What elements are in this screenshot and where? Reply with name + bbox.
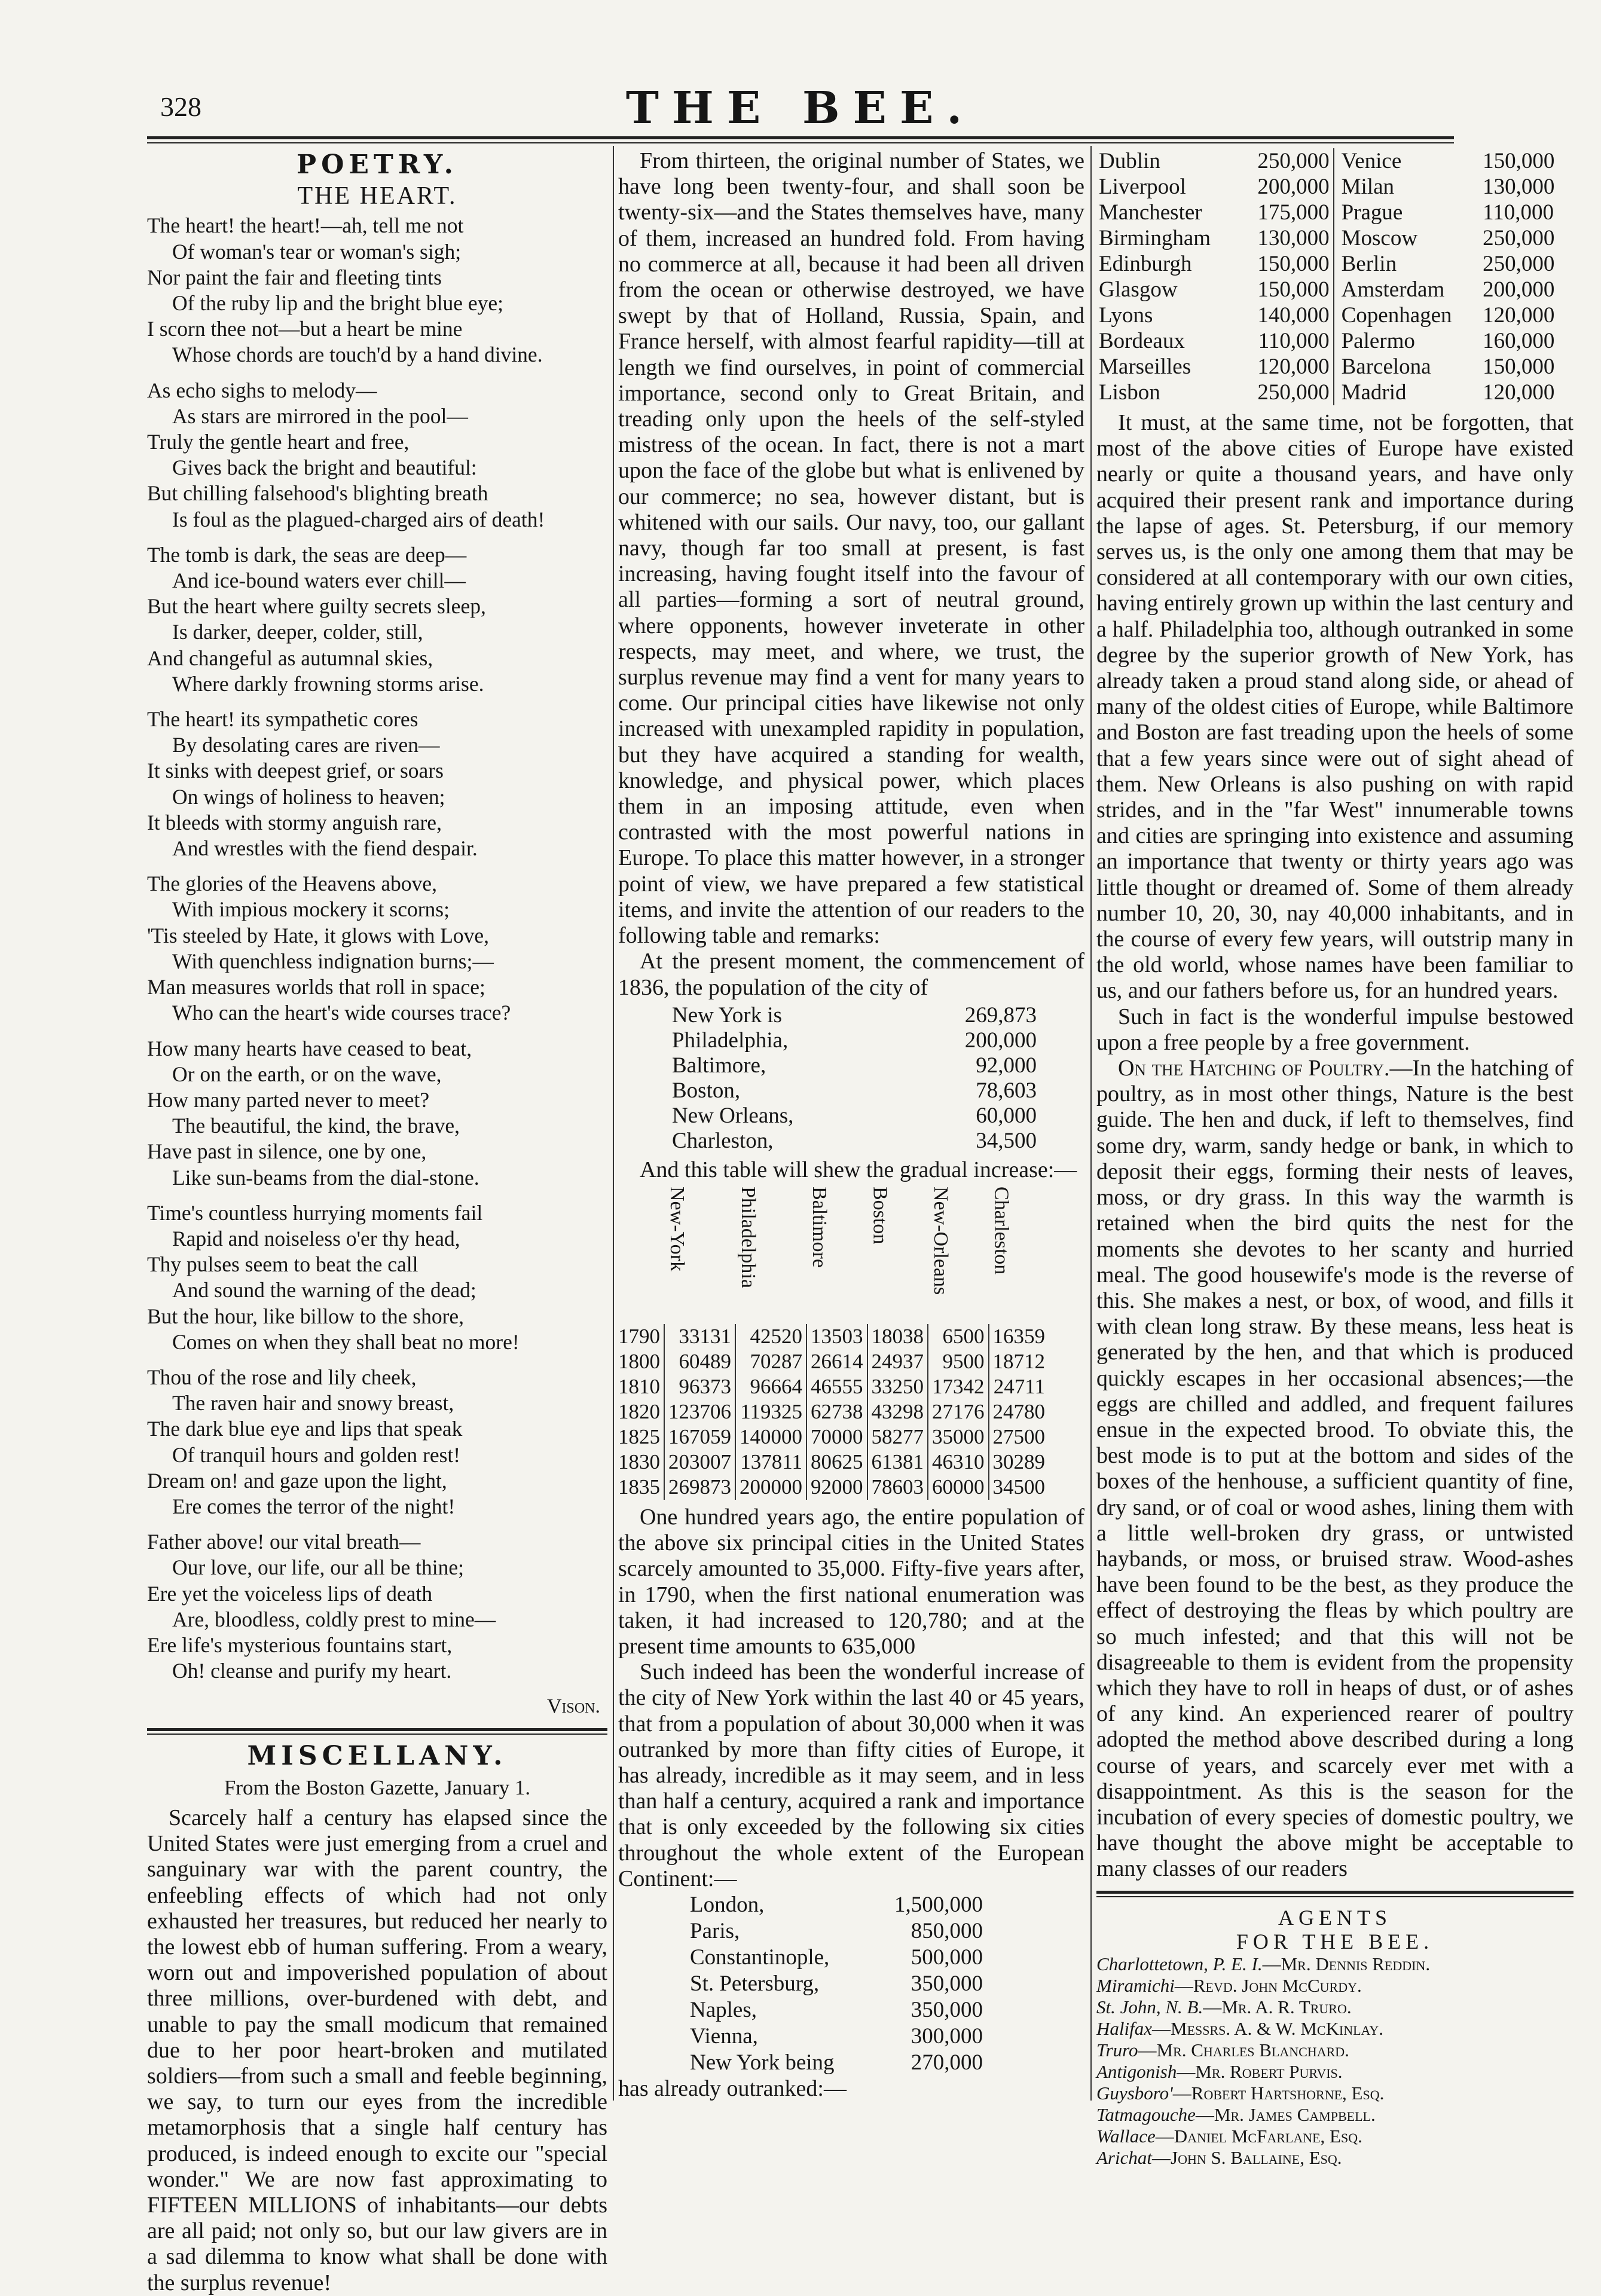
european-city-row: [618, 1892, 1084, 1918]
agent-name: —Mr. Dennis Reddin.: [1262, 1953, 1431, 1974]
agent-entry: [1096, 2126, 1573, 2147]
growth-row: [618, 1324, 1049, 1349]
european-city-population: 350,000: [911, 1997, 983, 2022]
european-city-population: 500,000: [911, 1945, 983, 1970]
outranked-city-name: Amsterdam: [1341, 277, 1445, 302]
outranked-city-name: Venice: [1341, 149, 1402, 173]
growth-value: 18712: [989, 1349, 1049, 1374]
outranked-city-population: 150,000: [1238, 277, 1334, 302]
poem-line: The heart! its sympathetic cores: [147, 707, 418, 732]
growth-year: 1835: [618, 1475, 660, 1499]
poem-line: Thou of the rose and lily cheek,: [147, 1365, 417, 1389]
european-city-row: [618, 1918, 1084, 1945]
agent-place: Arichat: [1096, 2147, 1152, 2168]
growth-value: 6500: [928, 1324, 989, 1349]
poem-line: The raven hair and snowy breast,: [172, 1391, 454, 1415]
poem-stanza: [147, 378, 607, 533]
article-para-5: One hundred years ago, the entire population of the above six principal cities in the United States scarcely amounted to 35,000. Fifty-five years after, in 1790, when the first national enumeration was taken, it had increased to 120,780; and at the present time amounts to 635,000: [618, 1504, 1084, 1659]
growth-year: 1800: [618, 1349, 660, 1373]
agents-title-line-2: FOR THE BEE.: [1236, 1929, 1434, 1953]
growth-row: [618, 1450, 1049, 1475]
population-row: [618, 1129, 1084, 1154]
city-population: 34,500: [976, 1128, 1037, 1153]
outranked-city-population: 110,000: [1238, 328, 1334, 354]
growth-value: 96373: [664, 1374, 735, 1399]
poem-line: And changeful as autumnal skies,: [147, 646, 433, 670]
growth-city-name: Baltimore: [808, 1186, 830, 1268]
outranked-city-population: 160,000: [1483, 329, 1555, 353]
growth-city-header: [989, 1187, 1049, 1324]
poem-signature: Vison.: [546, 1695, 600, 1718]
outranked-city-row: [1096, 328, 1573, 354]
article-para-4: And this table will shew the gradual increase:—: [640, 1157, 1077, 1182]
outranked-city-population: 250,000: [1238, 380, 1334, 405]
poem-line: Comes on when they shall beat no more!: [172, 1329, 520, 1354]
agents-divider: [1096, 1891, 1573, 1897]
poem-line: With impious mockery it scorns;: [172, 897, 450, 922]
growth-row: [618, 1399, 1049, 1424]
growth-value: 200000: [735, 1475, 806, 1500]
outranked-city-name: Palermo: [1341, 329, 1415, 353]
growth-value: 24711: [989, 1374, 1049, 1399]
poem-line: Ere yet the voiceless lips of death: [147, 1581, 433, 1606]
poem-line: And sound the warning of the dead;: [172, 1278, 476, 1303]
growth-year: 1825: [618, 1424, 660, 1448]
agent-place: Halifax: [1096, 2017, 1152, 2039]
article-para-1: Scarcely half a century has elapsed since the United States were just emerging from a cruel and sanguinary war with the parent country, the enfeebling effects of which had not only exhausted her treasures, but reduced her nearly to the lowest ebb of human suffering. From a weary, worn out and impoverished population of about three millions, over-burdened with debt, and unable to pay the small modicum that remained due to her poor heart-broken and mutilated soldiers—from such a small and feeble beginning, we say, to turn our eyes from the incredible metamorphosis that a single half century has produced, is indeed enough to excite our "special wonder." We are now fast approximating to FIFTEEN MILLIONS of inhabitants—our debts are all paid; not only so, but our law givers are in a sad dilemma to know what shall be done with the surplus revenue!: [147, 1805, 607, 2295]
poem-line: Gives back the bright and beautiful:: [172, 455, 477, 480]
growth-value: 167059: [664, 1424, 735, 1450]
growth-value: 9500: [928, 1349, 989, 1374]
growth-value: 35000: [928, 1424, 989, 1450]
poem-line: It bleeds with stormy anguish rare,: [147, 810, 442, 834]
city-name: New Orleans,: [672, 1103, 794, 1128]
outranked-city-population: 140,000: [1238, 302, 1334, 328]
agent-name: —Robert Hartshorne, Esq.: [1172, 2082, 1385, 2104]
european-city-row: [618, 2023, 1084, 2050]
city-population: 78,603: [976, 1078, 1037, 1103]
growth-city-header: [735, 1187, 806, 1324]
growth-city-header: [664, 1187, 735, 1324]
growth-year: 1810: [618, 1374, 660, 1398]
growth-value: 26614: [806, 1349, 867, 1374]
agent-place: St. John, N. B.: [1096, 1996, 1203, 2017]
outranked-city-row: [1096, 354, 1573, 380]
growth-value: 119325: [735, 1399, 806, 1424]
miscellany-heading: MISCELLANY.: [247, 1740, 508, 1771]
outranked-city-population: 120,000: [1483, 380, 1555, 405]
city-population: 60,000: [976, 1103, 1037, 1128]
european-city-name: Constantinople,: [690, 1945, 830, 1970]
outranked-city-name: Dublin: [1099, 149, 1160, 173]
european-city-name: New York being: [690, 2050, 835, 2075]
growth-value: 13503: [806, 1324, 867, 1349]
column-cities-poultry-agents: [1096, 148, 1573, 2169]
poem-line: Are, bloodless, coldly prest to mine—: [172, 1607, 496, 1631]
poem-stanza: [147, 707, 607, 861]
agent-place: Guysboro': [1096, 2082, 1173, 2104]
poem-line: Have past in silence, one by one,: [147, 1139, 427, 1164]
poem-stanza: [147, 871, 607, 1026]
poem-line: Of the ruby lip and the bright blue eye;: [172, 291, 504, 316]
outranked-city-population: 150,000: [1483, 149, 1555, 173]
outranked-city-population: 130,000: [1238, 225, 1334, 251]
poem-line: How many hearts have ceased to beat,: [147, 1036, 472, 1060]
agent-entry: [1096, 1997, 1573, 2018]
agent-name: —Mr. Robert Purvis.: [1177, 2060, 1343, 2082]
agent-name: —Messrs. A. & W. McKinlay.: [1152, 2017, 1384, 2039]
poem-line: Rapid and noiseless o'er thy head,: [172, 1226, 460, 1251]
poem-line: Oh! cleanse and purify my heart.: [172, 1659, 452, 1683]
growth-city-header: [806, 1187, 867, 1324]
poem-line: The glories of the Heavens above,: [147, 872, 437, 896]
outranked-city-row: [1096, 225, 1573, 251]
poem-line: The heart! the heart!—ah, tell me not: [147, 213, 464, 238]
poem: [147, 213, 607, 1684]
growth-value: 24780: [989, 1399, 1049, 1424]
growth-value: 80625: [806, 1450, 867, 1475]
article-para-7: has already outranked:—: [618, 2075, 847, 2101]
poem-line: Man measures worlds that roll in space;: [147, 975, 485, 999]
growth-value: 70000: [806, 1424, 867, 1450]
growth-value: 96664: [735, 1374, 806, 1399]
poem-line: Truly the gentle heart and free,: [147, 430, 410, 454]
poem-line: Our love, our life, our all be thine;: [172, 1555, 464, 1580]
european-city-row: [618, 1971, 1084, 1997]
growth-value: 27500: [989, 1424, 1049, 1450]
growth-value: 58277: [867, 1424, 928, 1450]
poem-line: By desolating cares are riven—: [172, 733, 440, 757]
outranked-city-name: Glasgow: [1099, 277, 1178, 302]
growth-value: 46555: [806, 1374, 867, 1399]
outranked-city-population: 250,000: [1238, 148, 1334, 174]
growth-value: 27176: [928, 1399, 989, 1424]
outranked-city-population: 120,000: [1483, 303, 1555, 328]
european-city-row: [618, 1997, 1084, 2023]
european-city-name: Vienna,: [690, 2023, 758, 2049]
poem-stanza: [147, 1529, 607, 1684]
agent-place: Miramichi: [1096, 1974, 1175, 1996]
outranked-city-name: Marseilles: [1099, 354, 1191, 379]
poem-stanza: [147, 213, 607, 368]
agent-entry: [1096, 1975, 1573, 1997]
article-para-3: At the present moment, the commencement of 1836, the population of the city of: [618, 949, 1084, 1000]
outranked-city-name: Milan: [1341, 175, 1394, 199]
growth-city-header: [867, 1187, 928, 1324]
population-row: [618, 1053, 1084, 1078]
outranked-city-row: [1096, 148, 1573, 174]
poem-line: Nor paint the fair and fleeting tints: [147, 265, 442, 289]
poem-line: With quenchless indignation burns;—: [172, 949, 494, 973]
poem-stanza: [147, 542, 607, 697]
outranked-city-population: 200,000: [1238, 174, 1334, 200]
agent-entry: [1096, 1953, 1573, 1975]
growth-city-name: Charleston: [990, 1186, 1013, 1275]
outranked-city-row: [1096, 302, 1573, 328]
poem-line: It sinks with deepest grief, or soars: [147, 759, 444, 783]
agent-name: —Daniel McFarlane, Esq.: [1155, 2125, 1362, 2147]
header-rule: [147, 136, 1454, 143]
column-article-continued: [618, 148, 1084, 2102]
growth-value: 60489: [664, 1349, 735, 1374]
agents-title-line-1: AGENTS: [1278, 1905, 1392, 1930]
poem-line: Is darker, deeper, colder, still,: [172, 620, 423, 644]
poem-line: Who can the heart's wide courses trace?: [172, 1001, 511, 1025]
poem-line: Time's countless hurrying moments fail: [147, 1200, 483, 1225]
poem-line: Thy pulses seem to beat the call: [147, 1252, 418, 1277]
outranked-city-population: 250,000: [1483, 252, 1555, 276]
growth-year: 1820: [618, 1399, 660, 1423]
outranked-city-population: 250,000: [1483, 226, 1555, 250]
poem-line: Ere life's mysterious fountains start,: [147, 1632, 453, 1657]
article-para-9: Such in fact is the wonderful impulse bestowed upon a free people by a free government.: [1096, 1004, 1573, 1055]
poem-line: Where darkly frowning storms arise.: [172, 671, 484, 696]
growth-city-header: [928, 1187, 989, 1324]
agent-entry: [1096, 2018, 1573, 2040]
poem-line: As echo sighs to melody—: [147, 378, 377, 402]
outranked-city-row: [1096, 174, 1573, 200]
outranked-city-name: Barcelona: [1341, 354, 1431, 379]
growth-value: 33250: [867, 1374, 928, 1399]
growth-year-header: [618, 1187, 664, 1324]
poem-title: THE HEART.: [297, 182, 457, 210]
agent-name: —Mr. Charles Blanchard.: [1138, 2039, 1349, 2060]
population-row: [618, 1003, 1084, 1028]
poem-line: The tomb is dark, the seas are deep—: [147, 542, 467, 567]
growth-value: 62738: [806, 1399, 867, 1424]
growth-row: [618, 1475, 1049, 1500]
growth-year: 1830: [618, 1450, 660, 1473]
growth-value: 18038: [867, 1324, 928, 1349]
outranked-city-name: Copenhagen: [1341, 303, 1452, 328]
outranked-city-population: 150,000: [1483, 354, 1555, 379]
growth-value: 34500: [989, 1475, 1049, 1500]
poem-line: But chilling falsehood's blighting breath: [147, 481, 488, 506]
outranked-city-row: [1096, 200, 1573, 225]
poem-line: How many parted never to meet?: [147, 1087, 430, 1112]
city-name: Boston,: [672, 1078, 741, 1103]
agent-name: —Mr. A. R. Truro.: [1203, 1996, 1352, 2017]
agent-place: Tatmagouche: [1096, 2104, 1196, 2125]
growth-value: 137811: [735, 1450, 806, 1475]
outranked-city-row: [1096, 251, 1573, 277]
growth-row: [618, 1349, 1049, 1374]
city-name: Philadelphia,: [672, 1028, 789, 1053]
poem-line: 'Tis steeled by Hate, it glows with Love,: [147, 923, 490, 947]
outranked-city-population: 150,000: [1238, 251, 1334, 277]
growth-value: 61381: [867, 1450, 928, 1475]
growth-value: 43298: [867, 1399, 928, 1424]
agent-entry: [1096, 2040, 1573, 2061]
european-city-population: 850,000: [911, 1918, 983, 1943]
masthead: THE BEE.: [625, 82, 976, 134]
agent-entry: [1096, 2104, 1573, 2126]
poem-line: But the hour, like billow to the shore,: [147, 1304, 465, 1328]
outranked-city-population: 200,000: [1483, 277, 1555, 302]
growth-value: 17342: [928, 1374, 989, 1399]
agent-entry: [1096, 2083, 1573, 2104]
outranked-city-name: Moscow: [1341, 226, 1418, 250]
city-population: 92,000: [976, 1053, 1037, 1078]
growth-row: [618, 1374, 1049, 1399]
growth-value: 78603: [867, 1475, 928, 1500]
growth-row: [618, 1424, 1049, 1450]
growth-city-name: New-York: [666, 1186, 688, 1271]
growth-city-name: New-Orleans: [930, 1186, 952, 1295]
agent-entry: [1096, 2061, 1573, 2083]
growth-value: 92000: [806, 1475, 867, 1500]
growth-value: 140000: [735, 1424, 806, 1450]
agent-name: —John S. Ballaine, Esq.: [1152, 2147, 1342, 2168]
growth-value: 70287: [735, 1349, 806, 1374]
page-number: 328: [160, 91, 201, 122]
european-city-row: [618, 1945, 1084, 1971]
growth-city-name: Boston: [869, 1186, 891, 1245]
poem-line: Ere comes the terror of the night!: [172, 1494, 456, 1518]
european-city-population: 350,000: [911, 1971, 983, 1996]
growth-city-name: Philadelphia: [737, 1186, 759, 1288]
outranked-city-name: Lisbon: [1099, 380, 1160, 405]
european-city-population: 270,000: [911, 2050, 983, 2075]
agent-name: —Revd. John McCurdy.: [1174, 1974, 1362, 1996]
poultry-article: [1096, 1056, 1573, 1882]
poem-line: But the heart where guilty secrets sleep,: [147, 594, 486, 619]
growth-value: 123706: [664, 1399, 735, 1424]
agent-place: Charlottetown, P. E. I.: [1096, 1953, 1263, 1974]
poem-line: Is foul as the plagued-charged airs of death!: [172, 507, 545, 531]
poem-line: Father above! our vital breath—: [147, 1530, 421, 1554]
poem-line: Dream on! and gaze upon the light,: [147, 1468, 447, 1493]
growth-value: 42520: [735, 1324, 806, 1349]
poem-line: The beautiful, the kind, the brave,: [172, 1114, 460, 1138]
european-cities-table: [618, 1892, 1084, 2076]
poem-line: And wrestles with the fiend despair.: [172, 836, 478, 861]
poem-line: Whose chords are touch'd by a hand divine.: [172, 343, 543, 367]
poem-line: I scorn thee not—but a heart be mine: [147, 317, 463, 341]
article-source: From the Boston Gazette, January 1.: [224, 1775, 531, 1799]
outranked-city-population: 175,000: [1238, 200, 1334, 225]
poem-stanza: [147, 1200, 607, 1355]
growth-value: 24937: [867, 1349, 928, 1374]
poem-stanza: [147, 1036, 607, 1191]
european-city-population: 1,500,000: [894, 1892, 983, 1917]
poem-line: And ice-bound waters ever chill—: [172, 568, 466, 593]
growth-value: 269873: [664, 1475, 735, 1500]
outranked-city-row: [1096, 277, 1573, 302]
european-city-name: London,: [690, 1892, 765, 1917]
poultry-title: On the Hatching of Poultry.: [1118, 1056, 1390, 1081]
growth-value: 16359: [989, 1324, 1049, 1349]
poem-line: On wings of holiness to heaven;: [172, 784, 445, 809]
growth-value: 46310: [928, 1450, 989, 1475]
outranked-city-name: Edinburgh: [1099, 252, 1192, 276]
poem-line: As stars are mirrored in the pool—: [172, 403, 468, 428]
european-city-name: Naples,: [690, 1997, 757, 2022]
poem-line: The dark blue eye and lips that speak: [147, 1417, 463, 1441]
outranked-city-row: [1096, 380, 1573, 405]
agent-entry: [1096, 2147, 1573, 2169]
city-population: 269,873: [964, 1002, 1037, 1028]
agents-title: [1096, 1906, 1573, 1953]
poultry-text: —In the hatching of poultry, as in most other things, Nature is the best guide. The hen and duck, if left to themselves, find some dry, warm, sandy hedge or bank, in which to deposit their eggs, forming their nests of leaves, moss, or dry grass. In this way the warmth is retained when the bird quits the nest for the moments she devotes to her scanty and hurried meal. The good housewife's mode is the reverse of this. She makes a nest, or box, of wood, and fills it with clean long straw. By these means, less heat is generated by the hen, and that which is produced quickly escapes in her occasional absences;—the eggs are chilled and addled, and frequent failures ensue in the expected brood. To obviate this, the best mode is to put at the bottom and sides of the boxes of the henhouse, a sufficient quantity of fine, dry sand, or of coal or wood ashes, lining them with a little well-broken dry grass, or untwisted haybands, or moss, or bruised straw. Wood-ashes have been found to be the best, as they produce the effect of destroying the fleas by which poultry are so much infested; and that this will not be disagreeable to them is evident from the propensity which they have to roll in heaps of dust, or of ashes of any kind. An experienced rearer of poultry adopted the method above described during a long course of years, and scarcely ever met with a disappointment. As this is the season for the incubation of every species of domestic poultry, we have thought the above might be acceptable to many classes of our readers: [1096, 1056, 1573, 1882]
agent-place: Antigonish: [1096, 2060, 1177, 2082]
poem-line: Or on the earth, or on the wave,: [172, 1062, 442, 1086]
growth-year: 1790: [618, 1324, 660, 1348]
european-city-name: St. Petersburg,: [690, 1971, 820, 1996]
poem-line: Like sun-beams from the dial-stone.: [172, 1165, 479, 1190]
column-poetry-miscellany: [147, 148, 607, 2296]
city-name: Baltimore,: [672, 1053, 766, 1078]
outranked-city-name: Liverpool: [1099, 175, 1186, 199]
growth-value: 60000: [928, 1475, 989, 1500]
agent-place: Wallace: [1096, 2125, 1156, 2147]
european-city-population: 300,000: [911, 2023, 983, 2049]
growth-value: 33131: [664, 1324, 735, 1349]
growth-value: 30289: [989, 1450, 1049, 1475]
city-name: Charleston,: [672, 1128, 774, 1153]
city-population: 200,000: [964, 1028, 1037, 1053]
agent-place: Truro: [1096, 2039, 1138, 2060]
growth-value: 203007: [664, 1450, 735, 1475]
population-growth-table: [618, 1187, 1049, 1500]
outranked-city-name: Bordeaux: [1099, 329, 1185, 353]
poem-line: Of woman's tear or woman's sigh;: [172, 239, 462, 264]
column-rule-1: [613, 146, 614, 2101]
outranked-city-name: Madrid: [1341, 380, 1407, 405]
outranked-cities-table: [1096, 148, 1573, 405]
population-row: [618, 1103, 1084, 1129]
article-para-2: From thirteen, the original number of States, we have long been twenty-four, and shall soon be twenty-six—and the States themselves have, many of them, increased an hundred fold. From having no commerce at all, because it had been all driven from the ocean or otherwise destroyed, we have swept by that of Holland, Russia, Spain, and France herself, with almost fearful rapidity—till at length we find ourselves, in point of commercial importance, second only to Great Britain, and treading only upon the heels of the self-styled mistress of the ocean. In fact, there is not a mart upon the face of the globe but what is enlivened by our commerce; no sea, however distant, but is whitened with our sails. Our navy, too, our gallant navy, though far too small at present, is fast increasing, having fought itself into the favour of all parties—forming a sort of neutral ground, where opponents, however inveterate in other respects, may meet, and where, we trust, the surplus revenue may find a vent for many years to come. Our principal cities have likewise not only increased with unexampled rapidity in population, but they have acquired a standing for wealth, knowledge, and physical power, which places them in an imposing attitude, even when contrasted with the most powerful nations in Europe. To place this matter however, in a stronger point of view, we have prepared a few statistical items, and invite the attention of our readers to the following table and remarks:: [618, 148, 1084, 949]
population-row: [618, 1028, 1084, 1053]
outranked-city-population: 130,000: [1483, 175, 1555, 199]
article-para-8: It must, at the same time, not be forgotten, that most of the above cities of Europe have existed nearly or quite a thousand years, and have only acquired their present rank and importance during the lapse of ages. St. Petersburg, if our memory serves us, is the only one among them that may be considered at all contemporary with our own cities, having entirely grown up within the last century and a half. Philadelphia too, although outranked in some degree by the superior growth of New York, has already taken a proud stand along side, or ahead of many of the oldest cities of Europe, while Baltimore and Boston are fast treading upon the heels of some that a few years since were out of sight ahead of them. New Orleans is also pushing on with rapid strides, and in the "far West" innumerable towns and cities are springing into existence and assuming an importance that twenty or thirty years ago was little thought or dreamed of. Some of them already number 10, 20, 30, nay 40,000 inhabitants, and in the course of every few years, will outstrip many in the old world, whose names have been familiar to us, and our fathers before us, for an hundred years.: [1096, 410, 1573, 1004]
poetry-heading: POETRY.: [297, 149, 458, 180]
outranked-city-name: Prague: [1341, 200, 1403, 225]
outranked-city-name: Berlin: [1341, 252, 1397, 276]
outranked-city-name: Lyons: [1099, 303, 1153, 328]
european-city-name: Paris,: [690, 1918, 740, 1943]
article-para-6: Such indeed has been the wonderful increase of the city of New York within the last 40 or 45 years, that from a population of about 30,000 when it was outranked by more than fifty cities of Europe, it has already, incredible as it may seem, and in less than half a century, acquired a rank and importance that is only exceeded by the following six cities throughout the whole extent of the European Continent:—: [618, 1659, 1084, 1891]
outranked-city-population: 110,000: [1483, 200, 1554, 225]
column-rule-2: [1090, 146, 1092, 2101]
population-1836-table: [618, 1003, 1084, 1154]
poem-stanza: [147, 1365, 607, 1520]
agent-name: —Mr. James Campbell.: [1195, 2104, 1376, 2125]
agents-list: [1096, 1953, 1573, 2169]
outranked-city-population: 120,000: [1238, 354, 1334, 380]
section-divider: [147, 1728, 607, 1735]
outranked-city-name: Birmingham: [1099, 226, 1211, 250]
european-city-row: [618, 2050, 1084, 2076]
city-name: New York is: [672, 1002, 783, 1028]
outranked-city-name: Manchester: [1099, 200, 1202, 225]
population-row: [618, 1078, 1084, 1103]
poem-line: Of tranquil hours and golden rest!: [172, 1442, 461, 1467]
